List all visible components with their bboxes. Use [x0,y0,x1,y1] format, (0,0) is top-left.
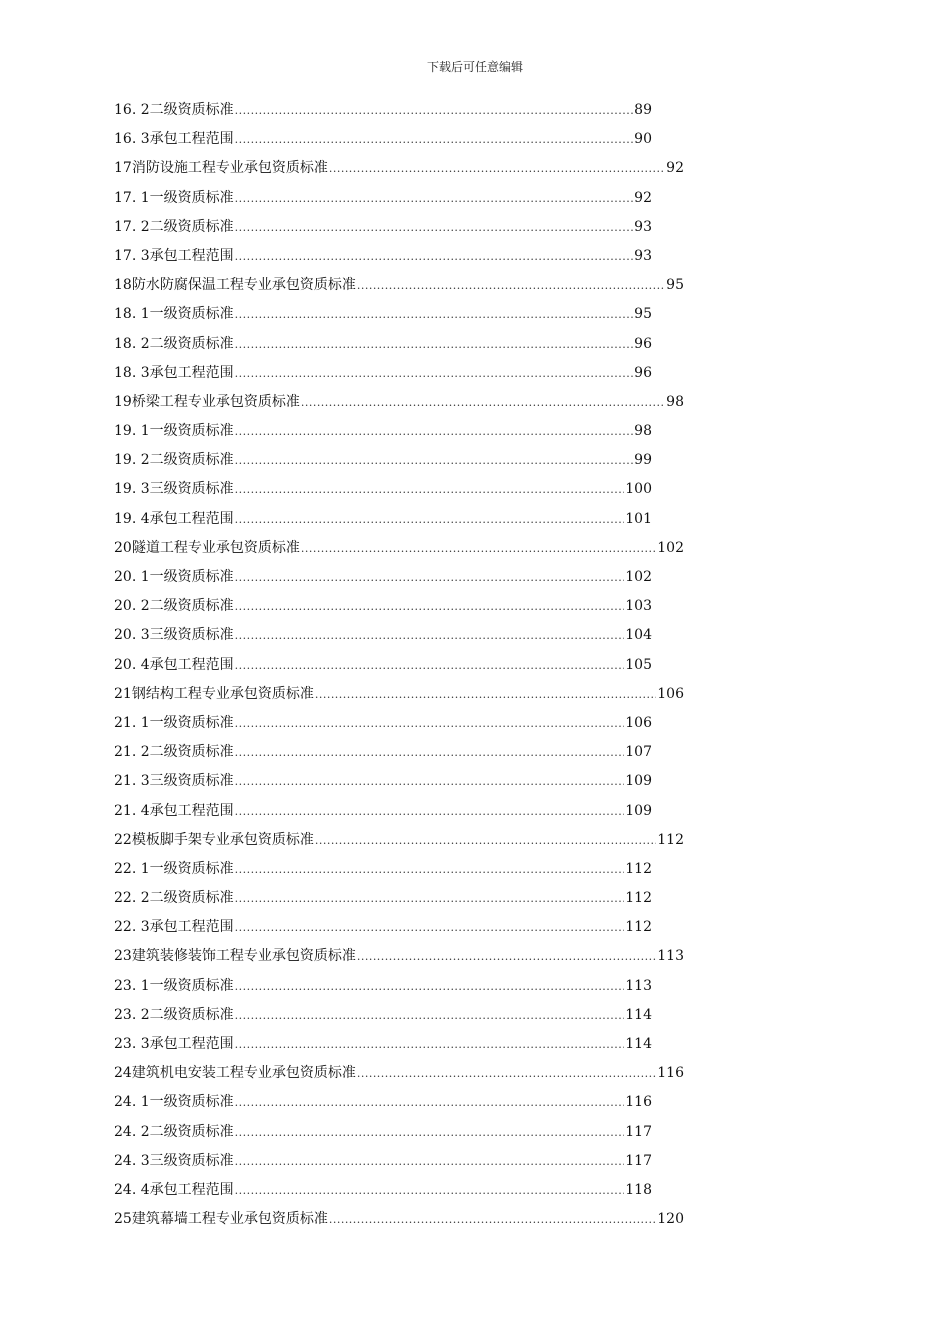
toc-entry[interactable] [114,1118,652,1147]
toc-entry-page-number: 120 [657,1211,684,1228]
toc-leader-dots [235,797,625,826]
toc-entry[interactable] [114,446,652,475]
toc-entry-label: 18防水防腐保温工程专业承包资质标准 [114,277,356,294]
toc-entry-page-number: 89 [634,102,652,118]
toc-entry[interactable] [114,621,652,650]
toc-entry-label: 18. 3承包工程范围 [114,364,234,381]
toc-entry-label: 21. 1一级资质标准 [114,714,234,731]
toc-entry[interactable] [114,359,652,388]
toc-leader-dots [235,505,625,534]
toc-leader-dots [235,651,625,680]
toc-entry-label: 23. 2二级资质标准 [114,1006,234,1023]
toc-entry-page-number: 101 [625,510,652,527]
toc-entry-page-number: 105 [625,656,652,673]
toc-entry-page-number: 114 [625,1036,652,1052]
toc-leader-dots [235,125,634,154]
toc-entry-label: 21. 4承包工程范围 [114,802,234,819]
toc-entry-label: 17. 2二级资质标准 [114,218,234,235]
toc-entry[interactable] [114,913,652,942]
toc-entry-label: 19. 1一级资质标准 [114,423,234,440]
toc-entry[interactable] [114,1205,684,1234]
toc-leader-dots [235,359,634,388]
toc-leader-dots [235,767,625,796]
toc-entry-label: 17. 3承包工程范围 [114,247,234,264]
toc-entry[interactable] [114,534,684,563]
toc-entry-page-number: 98 [634,423,652,440]
toc-entry-page-number: 112 [657,831,684,848]
toc-entry[interactable] [114,388,684,417]
toc-entry-label: 24. 3三级资质标准 [114,1152,234,1169]
toc-entry-page-number: 102 [657,539,684,556]
toc-entry-page-number: 112 [625,860,652,877]
toc-entry-page-number: 90 [634,131,652,148]
toc-entry[interactable] [114,592,652,621]
toc-entry[interactable] [114,96,652,125]
toc-entry-label: 19桥梁工程专业承包资质标准 [114,393,300,410]
page-header: 下载后可任意编辑 [426,60,523,74]
toc-entry[interactable] [114,1176,652,1205]
toc-leader-dots [235,475,625,504]
toc-leader-dots [301,534,656,563]
toc-leader-dots [235,242,634,271]
toc-entry-page-number: 103 [625,598,652,615]
toc-entry-page-number: 96 [634,335,652,352]
toc-entry-page-number: 100 [625,481,652,498]
toc-entry-page-number: 116 [625,1094,652,1111]
toc-leader-dots [235,417,634,446]
toc-leader-dots [235,884,625,913]
toc-leader-dots [315,680,656,709]
toc-entry-label: 22. 1一级资质标准 [114,860,234,877]
toc-entry-page-number: 117 [625,1123,652,1140]
toc-entry-page-number: 104 [625,627,652,644]
toc-entry[interactable] [114,1030,652,1059]
toc-entry-page-number: 118 [625,1181,652,1198]
toc-entry[interactable] [114,1147,652,1176]
toc-entry[interactable] [114,154,684,183]
toc-leader-dots [235,563,625,592]
toc-entry-label: 23. 1一级资质标准 [114,977,234,994]
toc-leader-dots [235,330,634,359]
toc-entry-label: 25建筑幕墙工程专业承包资质标准 [114,1211,328,1228]
toc-leader-dots [329,1205,656,1234]
toc-leader-dots [235,738,625,767]
toc-entry-label: 24. 4承包工程范围 [114,1181,234,1198]
toc-entry-label: 21钢结构工程专业承包资质标准 [114,685,314,702]
toc-entry[interactable] [114,1059,684,1088]
toc-entry-page-number: 114 [625,1006,652,1023]
toc-entry-label: 18. 2二级资质标准 [114,335,234,352]
toc-leader-dots [329,154,665,183]
toc-entry-label: 20隧道工程专业承包资质标准 [114,539,300,556]
toc-entry-page-number: 95 [666,277,684,294]
toc-entry[interactable] [114,300,652,329]
toc-entry[interactable] [114,242,652,271]
toc-entry[interactable] [114,184,652,213]
toc-entry-page-number: 92 [634,189,652,206]
toc-entry-page-number: 107 [625,744,652,761]
toc-leader-dots [235,709,625,738]
toc-entry-label: 18. 1一级资质标准 [114,306,234,323]
toc-entry-label: 24. 1一级资质标准 [114,1094,234,1111]
toc-entry-page-number: 92 [666,160,684,177]
toc-leader-dots [235,972,625,1001]
toc-entry-page-number: 93 [634,218,652,235]
toc-entry-page-number: 113 [657,948,684,965]
toc-leader-dots [235,913,625,942]
toc-entry-page-number: 106 [625,714,652,731]
toc-leader-dots [235,96,634,125]
toc-leader-dots [357,942,656,971]
toc-entry[interactable] [114,213,652,242]
toc-entry[interactable] [114,942,684,971]
toc-entry-page-number: 99 [634,452,652,469]
toc-entry-page-number: 112 [625,919,652,936]
toc-leader-dots [235,1001,625,1030]
toc-entry-page-number: 112 [625,890,652,907]
toc-leader-dots [235,300,634,329]
toc-entry-label: 22. 2二级资质标准 [114,890,234,907]
toc-entry[interactable] [114,417,652,446]
toc-entry-label: 24. 2二级资质标准 [114,1123,234,1140]
toc-entry[interactable] [114,651,652,680]
toc-entry-label: 23. 3承包工程范围 [114,1036,234,1052]
toc-entry[interactable] [114,1088,652,1117]
toc-entry[interactable] [114,709,652,738]
toc-entry-page-number: 95 [634,306,652,323]
toc-entry-label: 19. 3三级资质标准 [114,481,234,498]
toc-entry-label: 20. 3三级资质标准 [114,627,234,644]
toc-leader-dots [235,1088,625,1117]
toc-entry[interactable] [114,884,652,913]
toc-leader-dots [235,446,634,475]
toc-leader-dots [235,1147,625,1176]
toc-entry[interactable] [114,797,652,826]
toc-entry[interactable] [114,330,652,359]
toc-entry-label: 20. 4承包工程范围 [114,656,234,673]
toc-entry-label: 22. 3承包工程范围 [114,919,234,936]
toc-entry-label: 17. 1一级资质标准 [114,189,234,206]
toc-entry[interactable] [114,1001,652,1030]
toc-leader-dots [235,592,625,621]
toc-entry-page-number: 117 [625,1152,652,1169]
toc-entry-label: 17消防设施工程专业承包资质标准 [114,160,328,177]
toc-entry-label: 21. 3三级资质标准 [114,773,234,790]
toc-leader-dots [235,1030,625,1059]
toc-entry[interactable] [114,738,652,767]
toc-entry[interactable] [114,855,652,884]
toc-entry[interactable] [114,767,652,796]
toc-entry-page-number: 102 [625,569,652,585]
toc-entry-page-number: 96 [634,364,652,381]
toc-entry[interactable] [114,680,684,709]
toc-entry-page-number: 109 [625,802,652,819]
toc-entry-label: 21. 2二级资质标准 [114,744,234,761]
toc-leader-dots [357,271,665,300]
toc-leader-dots [357,1059,656,1088]
toc-entry-label: 23建筑装修装饰工程专业承包资质标准 [114,948,356,965]
toc-leader-dots [301,388,665,417]
toc-entry-page-number: 98 [666,393,684,410]
toc-leader-dots [235,184,634,213]
toc-entry[interactable] [114,125,652,154]
toc-entry-label: 19. 2二级资质标准 [114,452,234,469]
toc-entry-label: 19. 4承包工程范围 [114,510,234,527]
toc-entry[interactable] [114,972,652,1001]
toc-entry-label: 20. 1一级资质标准 [114,569,234,585]
toc-entry-page-number: 113 [625,977,652,994]
toc-entry-label: 20. 2二级资质标准 [114,598,234,615]
table-of-contents [114,96,714,1234]
toc-leader-dots [235,855,625,884]
toc-entry[interactable] [114,505,652,534]
toc-entry-page-number: 116 [657,1065,684,1082]
toc-entry[interactable] [114,826,684,855]
toc-leader-dots [235,621,625,650]
toc-entry[interactable] [114,475,652,504]
toc-entry[interactable] [114,271,684,300]
toc-entry-label: 24建筑机电安装工程专业承包资质标准 [114,1065,356,1082]
toc-leader-dots [235,1118,625,1147]
toc-leader-dots [315,826,656,855]
toc-leader-dots [235,213,634,242]
toc-entry-page-number: 109 [625,773,652,790]
toc-entry-label: 22模板脚手架专业承包资质标准 [114,831,314,848]
toc-entry-label: 16. 2二级资质标准 [114,102,234,118]
toc-entry-page-number: 93 [634,247,652,264]
toc-entry-page-number: 106 [657,685,684,702]
toc-entry[interactable] [114,563,652,592]
toc-entry-label: 16. 3承包工程范围 [114,131,234,148]
toc-leader-dots [235,1176,625,1205]
